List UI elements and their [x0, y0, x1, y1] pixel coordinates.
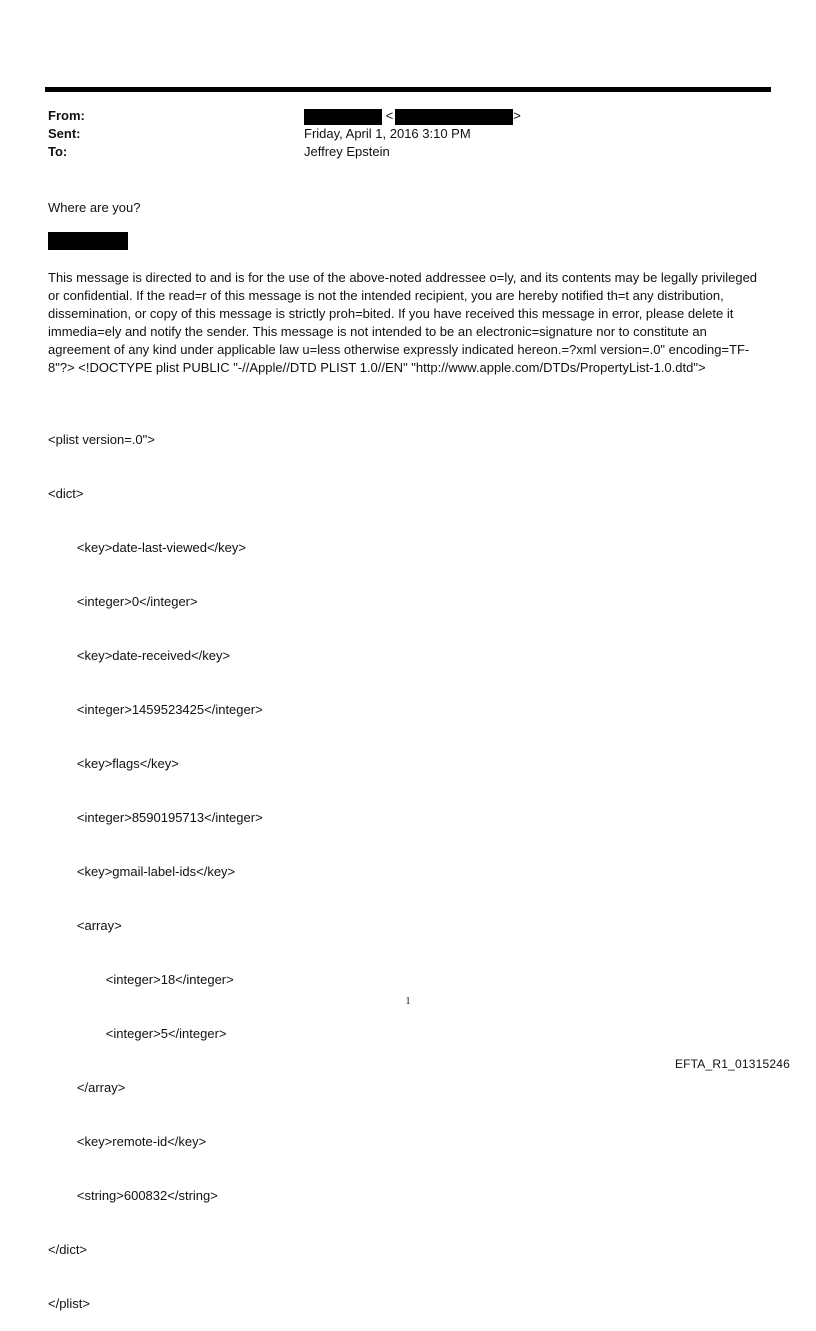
plist-line: <integer>8590195713</integer> [48, 810, 263, 825]
redaction-signature [48, 232, 128, 250]
plist-line: </dict> [48, 1242, 88, 1257]
plist-line: <key>remote-id</key> [48, 1134, 207, 1149]
plist-line: <key>date-received</key> [48, 648, 231, 663]
plist-line: <key>gmail-label-ids</key> [48, 864, 236, 879]
plist-line: <plist version=.0"> [48, 432, 155, 447]
sent-value: Friday, April 1, 2016 3:10 PM [304, 126, 471, 141]
plist-line: <integer>18</integer> [48, 972, 234, 987]
to-row [48, 144, 390, 160]
from-row [48, 108, 521, 124]
plist-line: <integer>0</integer> [48, 594, 198, 609]
plist-line: </plist> [48, 1296, 90, 1311]
from-open-bracket: < [385, 108, 394, 123]
plist-line: <integer>5</integer> [48, 1026, 227, 1041]
bates-number: EFTA_R1_01315246 [674, 1057, 790, 1071]
from-close-bracket: > [513, 108, 521, 123]
plist-line: <dict> [48, 486, 84, 501]
page-number: 1 [405, 996, 411, 1007]
redaction-sender-email [395, 109, 513, 125]
message-disclaimer: This message is directed to and is for the use of the above-noted addressee o=ly, and its contents may be legally privileged or confidential. If the read=r of this message is not the intended recipient, you are hereby notified th=t any distribution, dissemination, or copy of this message is strictly proh=bited. If you have received this message in error, please delete it immedia=ely and notify the sender. This message is not intended to be an electronic=signature nor to constitute an agreement of any kind under applicable law u=less otherwise expressly indicated hereon.=?xml version=.0" encoding=TF-8"?> <!DOCTYPE plist PUBLIC "-//Apple//DTD PLIST 1.0//EN" "http://www.apple.com/DTDs/PropertyList-1.0.dtd"> [48, 270, 758, 375]
plist-line: <integer>1459523425</integer> [48, 702, 263, 717]
to-label: To: [48, 144, 68, 159]
from-label: From: [48, 108, 85, 123]
plist-line: </array> [48, 1080, 126, 1095]
to-value: Jeffrey Epstein [304, 144, 390, 159]
plist-block [48, 395, 768, 1331]
sent-label: Sent: [48, 126, 81, 141]
sent-row [48, 126, 471, 142]
plist-line: <key>date-last-viewed</key> [48, 540, 246, 555]
plist-line: <string>600832</string> [48, 1188, 218, 1203]
from-value [304, 108, 521, 125]
header-rule [45, 87, 771, 92]
plist-line: <key>flags</key> [48, 756, 179, 771]
message-greeting: Where are you? [48, 200, 141, 215]
plist-line: <array> [48, 918, 122, 933]
redaction-sender-name [304, 109, 382, 125]
